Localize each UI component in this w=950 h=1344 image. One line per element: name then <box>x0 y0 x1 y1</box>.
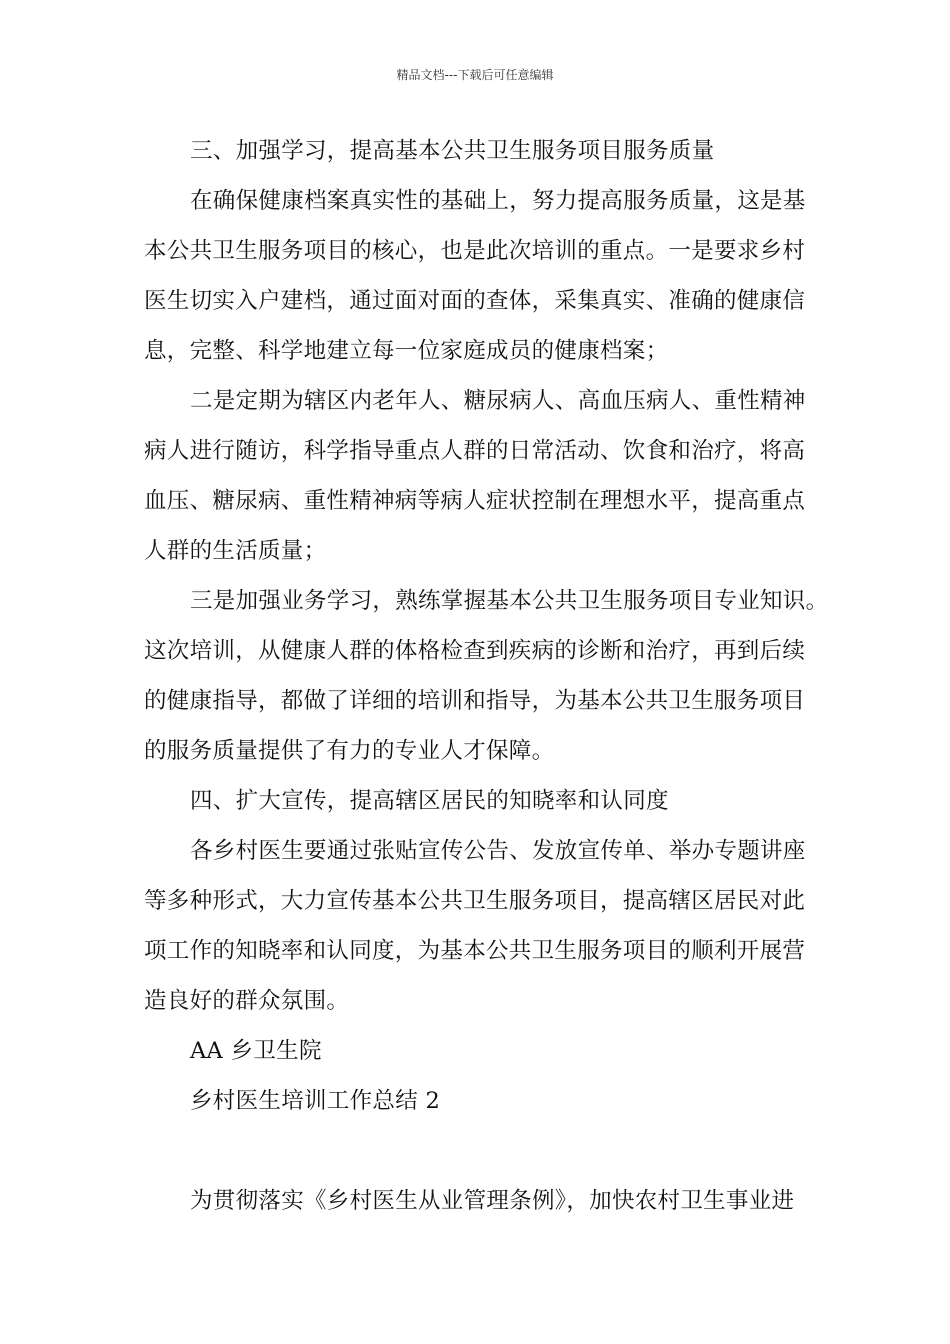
document-title: 乡村医生培训工作总结 2 <box>190 1088 441 1114</box>
paragraph-line: 人群的生活质量； <box>144 538 327 564</box>
page-header: 精品文档---下载后可任意编辑 <box>396 68 554 82</box>
paragraph-line: 医生切实入户建档，通过面对面的查体，采集真实、准确的健康信 <box>144 288 806 314</box>
paragraph-line: 的服务质量提供了有力的专业人才保障。 <box>144 738 555 764</box>
section-heading-4: 四、扩大宣传，提高辖区居民的知晓率和认同度 <box>190 788 669 814</box>
paragraph-line: 等多种形式，大力宣传基本公共卫生服务项目，提高辖区居民对此 <box>144 888 806 914</box>
signature-org: AA 乡卫生院 <box>190 1038 322 1064</box>
section-heading-3: 三、加强学习，提高基本公共卫生服务项目服务质量 <box>190 138 715 164</box>
paragraph-line: 病人进行随访，科学指导重点人群的日常活动、饮食和治疗，将高 <box>144 438 806 464</box>
paragraph-line: 项工作的知晓率和认同度，为基本公共卫生服务项目的顺利开展营 <box>144 938 806 964</box>
paragraph-line: 在确保健康档案真实性的基础上，努力提高服务质量，这是基 <box>190 188 806 214</box>
paragraph-line: 各乡村医生要通过张贴宣传公告、发放宣传单、举办专题讲座 <box>190 838 806 864</box>
paragraph-line: 二是定期为辖区内老年人、糖尿病人、高血压病人、重性精神 <box>190 388 806 414</box>
paragraph-line: 造良好的群众氛围。 <box>144 988 350 1014</box>
paragraph-line: 血压、糖尿病、重性精神病等病人症状控制在理想水平，提高重点 <box>144 488 806 514</box>
paragraph-line: 本公共卫生服务项目的核心，也是此次培训的重点。一是要求乡村 <box>144 238 806 264</box>
paragraph-line: 息，完整、科学地建立每一位家庭成员的健康档案； <box>144 338 669 364</box>
paragraph-line: 为贯彻落实《乡村医生从业管理条例》，加快农村卫生事业进 <box>190 1188 795 1214</box>
paragraph-line: 的健康指导，都做了详细的培训和指导，为基本公共卫生服务项目 <box>144 688 806 714</box>
paragraph-line: 这次培训，从健康人群的体格检查到疾病的诊断和治疗，再到后续 <box>144 638 806 664</box>
paragraph-line: 三是加强业务学习，熟练掌握基本公共卫生服务项目专业知识。 <box>190 588 829 614</box>
